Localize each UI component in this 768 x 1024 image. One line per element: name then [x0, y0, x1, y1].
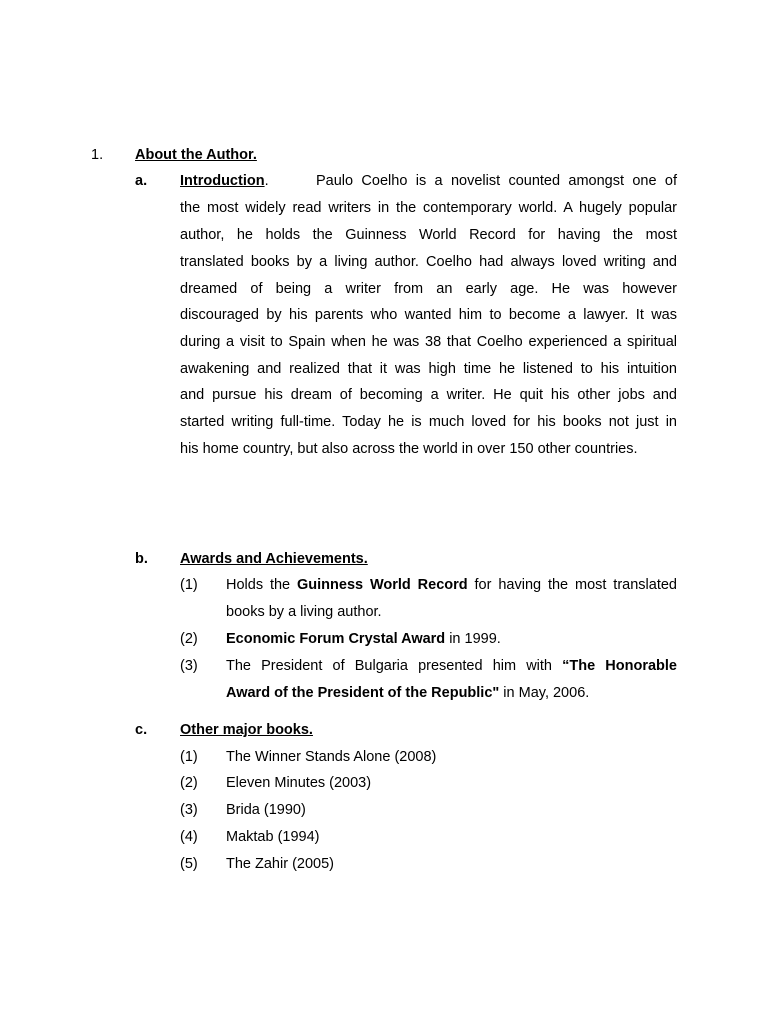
book-title: Brida (1990) [226, 802, 306, 818]
intro-line: started writing full-time. Today he is much loved for his books not just in [180, 414, 677, 430]
award-number: (2) [180, 631, 198, 647]
award-text: in 1999. [445, 631, 501, 647]
award-bold: Guinness World Record [297, 577, 468, 593]
intro-line: discouraged by his parents who wanted him to become a lawyer. It was [180, 307, 677, 323]
book-title: The Winner Stands Alone (2008) [226, 749, 437, 765]
award-item [226, 577, 677, 593]
book-title: Eleven Minutes (2003) [226, 775, 372, 791]
intro-line: and pursue his dream of becoming a writer. He quit his other jobs and [180, 387, 677, 403]
award-bold: Economic Forum Crystal Award [226, 631, 446, 647]
intro-line: Paulo Coelho is a novelist counted amongst one of [316, 173, 677, 189]
book-number: (2) [180, 775, 198, 791]
award-bold: “The Honorable [562, 658, 677, 674]
awards-letter: b. [135, 551, 148, 567]
book-title: Maktab (1994) [226, 829, 320, 845]
award-text: The President of Bulgaria presented him with [226, 658, 563, 674]
intro-line: translated books by a living author. Coelho had always loved writing and [180, 254, 677, 270]
book-number: (1) [180, 749, 198, 765]
book-number: (4) [180, 829, 198, 845]
award-number: (1) [180, 577, 198, 593]
intro-line: awakening and realized that it was high time he listened to his intuition [180, 361, 677, 377]
books-letter: c. [135, 722, 148, 738]
book-number: (5) [180, 856, 198, 872]
intro-heading-wrap [180, 173, 269, 189]
award-bold: Award of the President of the Republic" [226, 685, 500, 701]
book-title: The Zahir (2005) [226, 856, 334, 872]
award-text: in May, 2006. [499, 685, 590, 701]
intro-line: his home country, but also across the world in over 150 other countries. [180, 441, 638, 457]
intro-heading: Introduction [180, 173, 265, 189]
award-text: Holds the [226, 577, 298, 593]
award-item-cont: books by a living author. [226, 604, 382, 620]
award-item [226, 658, 677, 674]
intro-line: dreamed of being a writer from an early age. He was however [180, 281, 677, 297]
intro-line: author, he holds the Guinness World Record for having the most [180, 227, 677, 243]
intro-line: the most widely read writers in the contemporary world. A hugely popular [180, 200, 677, 216]
award-text: for having the most translated [467, 577, 677, 593]
award-item-cont [226, 685, 677, 701]
intro-heading-period: . [264, 173, 269, 189]
section-heading: About the Author. [135, 147, 257, 163]
award-item [226, 631, 677, 647]
book-number: (3) [180, 802, 198, 818]
award-number: (3) [180, 658, 198, 674]
section-number: 1. [91, 147, 104, 163]
awards-heading: Awards and Achievements. [180, 551, 368, 567]
intro-letter: a. [135, 173, 148, 189]
books-heading: Other major books. [180, 722, 313, 738]
intro-line: during a visit to Spain when he was 38 that Coelho experienced a spiritual [180, 334, 677, 350]
